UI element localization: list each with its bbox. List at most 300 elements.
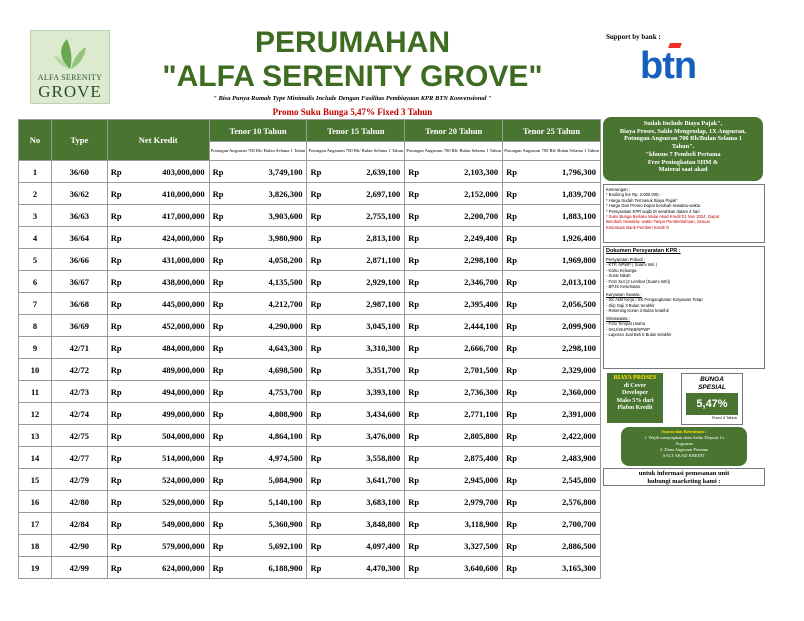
row-tenor-10: 4,058,200	[227, 249, 307, 271]
row-tenor-20: 2,771,100	[423, 403, 503, 425]
syarat-line: Angsuran	[675, 441, 693, 446]
currency: Rp	[405, 425, 423, 447]
currency: Rp	[209, 381, 227, 403]
currency: Rp	[405, 381, 423, 403]
header-no: No	[19, 120, 52, 161]
currency: Rp	[405, 161, 423, 183]
row-no: 4	[19, 227, 52, 249]
currency: Rp	[107, 315, 125, 337]
row-tenor-20: 2,736,300	[423, 381, 503, 403]
documents-item: - SKU/SIUP/NIB/NPWP	[606, 326, 650, 332]
currency: Rp	[209, 293, 227, 315]
table-row	[19, 271, 601, 293]
row-tenor-20: 2,346,700	[423, 271, 503, 293]
currency: Rp	[503, 205, 521, 227]
row-tenor-15: 3,683,100	[325, 491, 405, 513]
currency: Rp	[307, 381, 325, 403]
row-tenor-25: 3,165,300	[521, 557, 601, 579]
currency: Rp	[405, 293, 423, 315]
row-tenor-15: 2,755,100	[325, 205, 405, 227]
row-tenor-25: 2,099,900	[521, 315, 601, 337]
row-tenor-10: 4,808,900	[227, 403, 307, 425]
row-tenor-20: 2,805,800	[423, 425, 503, 447]
row-tenor-10: 5,140,100	[227, 491, 307, 513]
row-tenor-15: 2,697,100	[325, 183, 405, 205]
page-title-line2: "ALFA SERENITY GROVE"	[162, 60, 543, 93]
row-tenor-25: 2,298,100	[521, 337, 601, 359]
documents-item: - Laporan Jual Beli 6 Bulan terakhir	[606, 332, 672, 337]
currency: Rp	[107, 447, 125, 469]
row-tenor-10: 3,749,100	[227, 161, 307, 183]
row-type: 36/68	[51, 293, 107, 315]
row-type: 36/62	[51, 183, 107, 205]
currency: Rp	[405, 491, 423, 513]
row-no: 14	[19, 447, 52, 469]
page-title-line1: PERUMAHAN	[255, 26, 450, 59]
currency: Rp	[107, 249, 125, 271]
currency: Rp	[405, 535, 423, 557]
currency: Rp	[405, 403, 423, 425]
row-no: 11	[19, 381, 52, 403]
row-tenor-20: 2,701,500	[423, 359, 503, 381]
currency: Rp	[209, 469, 227, 491]
currency: Rp	[107, 205, 125, 227]
currency: Rp	[503, 513, 521, 535]
currency: Rp	[107, 293, 125, 315]
row-no: 13	[19, 425, 52, 447]
currency: Rp	[209, 403, 227, 425]
table-header-row	[19, 120, 601, 142]
kpr-table	[18, 119, 601, 579]
table-row	[19, 161, 601, 183]
bunga-spesial-badge	[681, 373, 743, 425]
syarat-line: 2. Dana Angsuran Pertama	[659, 447, 709, 452]
table-row	[19, 249, 601, 271]
header-net-kredit: Net Kredit	[107, 120, 209, 161]
table-row	[19, 513, 601, 535]
header-tenor-20: Tenor 20 Tahun	[405, 120, 503, 142]
row-no: 1	[19, 161, 52, 183]
bunga-note: Fixed 3 Tahun	[711, 415, 737, 420]
row-tenor-15: 2,987,100	[325, 293, 405, 315]
documents-item: - Surat Nikah	[606, 273, 631, 278]
currency: Rp	[307, 403, 325, 425]
inclusion-line: Biaya Proses, Saldo Mengendap, 1X Angsuran,	[619, 127, 747, 135]
table-row	[19, 337, 601, 359]
row-type: 42/71	[51, 337, 107, 359]
currency: Rp	[307, 293, 325, 315]
row-tenor-10: 3,980,900	[227, 227, 307, 249]
notes-box	[603, 184, 765, 243]
row-no: 8	[19, 315, 52, 337]
currency: Rp	[503, 447, 521, 469]
row-tenor-20: 2,444,100	[423, 315, 503, 337]
row-no: 3	[19, 205, 52, 227]
header-tenor-25: Tenor 25 Tahun	[503, 120, 601, 142]
currency: Rp	[209, 359, 227, 381]
row-tenor-25: 1,839,700	[521, 183, 601, 205]
currency: Rp	[405, 227, 423, 249]
currency: Rp	[307, 227, 325, 249]
note-warning-line: Berubah Sewaktu- waktu Tanpa Pemberitahuan, Sesuai	[606, 219, 710, 225]
inclusion-line: Sudah Include Biaya Pajak",	[643, 120, 723, 127]
currency: Rp	[307, 425, 325, 447]
row-tenor-15: 3,848,800	[325, 513, 405, 535]
row-tenor-20: 2,945,000	[423, 469, 503, 491]
row-net-kredit: 403,000,000	[125, 161, 209, 183]
subheader-tenor-10: Potongan Angsuran 700 Rb/ Bulan Selama 1 Tahun	[209, 142, 307, 161]
row-tenor-20: 2,152,000	[423, 183, 503, 205]
row-type: 42/99	[51, 557, 107, 579]
row-tenor-15: 3,476,000	[325, 425, 405, 447]
currency: Rp	[307, 359, 325, 381]
row-net-kredit: 484,000,000	[125, 337, 209, 359]
note-line: * Harga Dan Promo Dapat berubah sewaktu-waktu	[606, 203, 701, 209]
row-net-kredit: 529,000,000	[125, 491, 209, 513]
row-tenor-25: 1,926,400	[521, 227, 601, 249]
bank-logo: btn	[640, 45, 697, 87]
row-tenor-25: 2,483,900	[521, 447, 601, 469]
table-row	[19, 535, 601, 557]
inclusion-info-box	[603, 117, 763, 181]
currency: Rp	[405, 447, 423, 469]
row-tenor-15: 3,434,600	[325, 403, 405, 425]
currency: Rp	[405, 205, 423, 227]
row-tenor-10: 3,903,600	[227, 205, 307, 227]
documents-item: - KTP, NPWP ( Suami Istri )	[606, 262, 658, 267]
currency: Rp	[209, 535, 227, 557]
biaya-line: Plafon Kredit	[617, 405, 653, 411]
row-tenor-25: 1,796,300	[521, 161, 601, 183]
row-tenor-25: 2,886,500	[521, 535, 601, 557]
currency: Rp	[209, 513, 227, 535]
row-tenor-20: 2,395,400	[423, 293, 503, 315]
row-type: 36/67	[51, 271, 107, 293]
table-row	[19, 381, 601, 403]
currency: Rp	[405, 337, 423, 359]
currency: Rp	[405, 513, 423, 535]
note-line: * Booking fee Rp. 2.000.000,-	[606, 192, 661, 198]
row-net-kredit: 417,000,000	[125, 205, 209, 227]
leaf-icon	[53, 37, 87, 71]
currency: Rp	[107, 425, 125, 447]
row-type: 42/72	[51, 359, 107, 381]
row-net-kredit: 514,000,000	[125, 447, 209, 469]
row-tenor-15: 3,558,800	[325, 447, 405, 469]
row-tenor-15: 3,310,300	[325, 337, 405, 359]
table-row	[19, 227, 601, 249]
currency: Rp	[503, 183, 521, 205]
row-tenor-10: 4,974,500	[227, 447, 307, 469]
row-net-kredit: 499,000,000	[125, 403, 209, 425]
syarat-line: SALT AKAD KREDIT	[662, 453, 706, 458]
currency: Rp	[503, 491, 521, 513]
biaya-line: Developer	[622, 390, 648, 396]
logo-text-line1: ALFA SERENITY	[37, 73, 103, 82]
currency: Rp	[503, 469, 521, 491]
currency: Rp	[307, 315, 325, 337]
spesial-label: SPESIAL	[698, 384, 726, 391]
currency: Rp	[107, 227, 125, 249]
row-type: 42/80	[51, 491, 107, 513]
currency: Rp	[405, 271, 423, 293]
row-net-kredit: 579,000,000	[125, 535, 209, 557]
row-net-kredit: 624,000,000	[125, 557, 209, 579]
row-tenor-10: 4,290,000	[227, 315, 307, 337]
table-row	[19, 447, 601, 469]
currency: Rp	[209, 425, 227, 447]
row-type: 36/66	[51, 249, 107, 271]
note-warning-line: * Suku Bunga Berlaku Mulai Akad Kredit 01 Nov 2024, Dapat	[606, 214, 720, 220]
row-tenor-10: 4,643,300	[227, 337, 307, 359]
row-no: 19	[19, 557, 52, 579]
table-row	[19, 557, 601, 579]
table-row	[19, 359, 601, 381]
row-no: 18	[19, 535, 52, 557]
tagline: " Bisa Punya Rumah Type Minimalis Include Dengan Fasilitas Pembiayaan KPR BTN Konvensional "	[213, 95, 492, 102]
currency: Rp	[209, 337, 227, 359]
currency: Rp	[503, 425, 521, 447]
row-tenor-25: 2,056,500	[521, 293, 601, 315]
row-tenor-15: 3,351,700	[325, 359, 405, 381]
promo-text: Promo Suku Bunga 5,47% Fixed 3 Tahun	[272, 107, 433, 117]
syarat-title: Syarat dan Ketentuan :	[661, 429, 707, 434]
documents-section-heading: Karyawan Swasta :	[606, 291, 642, 297]
header-tenor-15: Tenor 15 Tahun	[307, 120, 405, 142]
row-no: 7	[19, 293, 52, 315]
table-row	[19, 205, 601, 227]
table-row	[19, 403, 601, 425]
row-tenor-15: 3,393,100	[325, 381, 405, 403]
row-type: 42/79	[51, 469, 107, 491]
row-tenor-25: 2,360,000	[521, 381, 601, 403]
currency: Rp	[307, 469, 325, 491]
bunga-label: BUNGA	[700, 376, 724, 383]
row-tenor-25: 2,422,000	[521, 425, 601, 447]
row-net-kredit: 504,000,000	[125, 425, 209, 447]
documents-item: - Foto 3x4 (2 Lembar (Suami Istri))	[606, 278, 671, 284]
row-net-kredit: 524,000,000	[125, 469, 209, 491]
inclusion-line: "khusus 7 Pembeli Pertama	[645, 150, 721, 158]
currency: Rp	[307, 183, 325, 205]
currency: Rp	[405, 469, 423, 491]
table-row	[19, 315, 601, 337]
syarat-line: 1. Wajib menyiapkan dana Saldo Deposit 1x	[644, 435, 724, 440]
row-tenor-15: 3,045,100	[325, 315, 405, 337]
row-net-kredit: 445,000,000	[125, 293, 209, 315]
note-line: Keterangan :	[606, 187, 630, 192]
row-net-kredit: 424,000,000	[125, 227, 209, 249]
row-tenor-20: 2,875,400	[423, 447, 503, 469]
row-net-kredit: 410,000,000	[125, 183, 209, 205]
row-net-kredit: 549,000,000	[125, 513, 209, 535]
currency: Rp	[107, 513, 125, 535]
currency: Rp	[107, 469, 125, 491]
documents-box	[603, 246, 765, 369]
currency: Rp	[503, 249, 521, 271]
currency: Rp	[209, 205, 227, 227]
row-type: 42/84	[51, 513, 107, 535]
row-tenor-10: 5,084,900	[227, 469, 307, 491]
currency: Rp	[307, 447, 325, 469]
support-label: Support by bank :	[606, 33, 661, 41]
currency: Rp	[405, 557, 423, 579]
currency: Rp	[209, 227, 227, 249]
note-warning-line: Ketentuan Bank Pemberi Kredit !!!	[606, 224, 670, 230]
row-tenor-15: 4,470,300	[325, 557, 405, 579]
documents-item: - SK Aktif Kerja / SK Pengangkatan Karyawan Tetap	[606, 297, 703, 302]
row-no: 16	[19, 491, 52, 513]
row-tenor-10: 5,692,100	[227, 535, 307, 557]
row-no: 12	[19, 403, 52, 425]
currency: Rp	[503, 535, 521, 557]
inclusion-line: Potongan Angsuran 700 Rb/Bulan Selama 1	[624, 135, 742, 143]
row-tenor-10: 4,864,100	[227, 425, 307, 447]
row-tenor-15: 2,639,100	[325, 161, 405, 183]
row-tenor-20: 2,249,400	[423, 227, 503, 249]
row-no: 17	[19, 513, 52, 535]
company-logo	[30, 30, 110, 104]
biaya-proses-box	[607, 373, 663, 423]
biaya-proses-title: BIAYA PROSES	[613, 375, 657, 381]
currency: Rp	[503, 161, 521, 183]
row-no: 5	[19, 249, 52, 271]
currency: Rp	[307, 249, 325, 271]
currency: Rp	[107, 381, 125, 403]
row-net-kredit: 452,000,000	[125, 315, 209, 337]
contact-info-box	[603, 468, 765, 486]
documents-item: - Slip Gaji 3 Bulan terakhir	[606, 302, 655, 308]
currency: Rp	[107, 161, 125, 183]
row-net-kredit: 489,000,000	[125, 359, 209, 381]
currency: Rp	[405, 183, 423, 205]
row-tenor-10: 5,360,900	[227, 513, 307, 535]
row-type: 42/90	[51, 535, 107, 557]
currency: Rp	[503, 359, 521, 381]
subheader-tenor-20: Potongan Angsuran 700 Rb/ Bulan Selama 1 Tahun	[405, 142, 503, 161]
table-row	[19, 425, 601, 447]
row-tenor-15: 2,929,100	[325, 271, 405, 293]
currency: Rp	[209, 249, 227, 271]
row-tenor-25: 1,883,100	[521, 205, 601, 227]
bunga-rate: 5,47%	[686, 393, 738, 415]
row-tenor-25: 1,969,800	[521, 249, 601, 271]
row-tenor-25: 2,013,100	[521, 271, 601, 293]
row-tenor-10: 6,188,900	[227, 557, 307, 579]
currency: Rp	[107, 535, 125, 557]
row-no: 6	[19, 271, 52, 293]
documents-section-heading: Wiraswasta :	[606, 315, 630, 321]
row-net-kredit: 431,000,000	[125, 249, 209, 271]
table-row	[19, 183, 601, 205]
currency: Rp	[503, 381, 521, 403]
row-tenor-15: 3,641,700	[325, 469, 405, 491]
row-tenor-10: 4,753,700	[227, 381, 307, 403]
documents-item: - Kartu Keluarga	[606, 267, 637, 273]
row-tenor-25: 2,700,700	[521, 513, 601, 535]
row-tenor-20: 2,298,100	[423, 249, 503, 271]
currency: Rp	[107, 403, 125, 425]
currency: Rp	[503, 227, 521, 249]
note-line: * Harga Sudah Termasuk Biaya Pajak"	[606, 197, 678, 203]
currency: Rp	[209, 491, 227, 513]
row-tenor-10: 4,698,500	[227, 359, 307, 381]
row-type: 42/73	[51, 381, 107, 403]
row-tenor-20: 2,979,700	[423, 491, 503, 513]
currency: Rp	[405, 315, 423, 337]
logo-text-line2: GROVE	[38, 82, 102, 101]
row-no: 2	[19, 183, 52, 205]
row-type: 36/69	[51, 315, 107, 337]
header-tenor-10: Tenor 10 Tahun	[209, 120, 307, 142]
row-tenor-20: 2,103,300	[423, 161, 503, 183]
row-tenor-15: 2,871,100	[325, 249, 405, 271]
row-type: 42/74	[51, 403, 107, 425]
row-tenor-10: 4,135,500	[227, 271, 307, 293]
row-tenor-10: 3,826,300	[227, 183, 307, 205]
currency: Rp	[503, 403, 521, 425]
row-type: 36/63	[51, 205, 107, 227]
note-line: * Persyaratan KPR wajib Di serahkan dalam 4 hari	[606, 208, 700, 214]
currency: Rp	[405, 359, 423, 381]
currency: Rp	[503, 557, 521, 579]
row-type: 42/77	[51, 447, 107, 469]
currency: Rp	[209, 183, 227, 205]
currency: Rp	[503, 293, 521, 315]
currency: Rp	[307, 535, 325, 557]
header-type: Type	[51, 120, 107, 161]
row-type: 42/75	[51, 425, 107, 447]
subheader-tenor-25: Potongan Angsuran 700 Rb/ Bulan Selama 1 Tahun	[503, 142, 601, 161]
currency: Rp	[209, 271, 227, 293]
documents-item: - BPJS Kesehatan	[606, 284, 641, 289]
row-tenor-20: 3,640,600	[423, 557, 503, 579]
table-row	[19, 293, 601, 315]
contact-info-line: untuk informasi pemesanan unit	[638, 470, 730, 477]
currency: Rp	[107, 359, 125, 381]
row-tenor-25: 2,545,800	[521, 469, 601, 491]
documents-title: Dokumen Persyaratan KPR :	[606, 248, 681, 254]
row-tenor-20: 3,327,500	[423, 535, 503, 557]
row-tenor-15: 2,813,100	[325, 227, 405, 249]
currency: Rp	[307, 491, 325, 513]
row-tenor-20: 2,200,700	[423, 205, 503, 227]
row-tenor-25: 2,329,000	[521, 359, 601, 381]
inclusion-line: Tahun".	[671, 143, 695, 151]
currency: Rp	[107, 491, 125, 513]
currency: Rp	[405, 249, 423, 271]
row-no: 10	[19, 359, 52, 381]
row-no: 15	[19, 469, 52, 491]
row-tenor-20: 2,666,700	[423, 337, 503, 359]
currency: Rp	[503, 271, 521, 293]
currency: Rp	[209, 315, 227, 337]
inclusion-line: Free Peningkatan SHM &	[647, 158, 719, 166]
row-net-kredit: 494,000,000	[125, 381, 209, 403]
row-tenor-10: 4,212,700	[227, 293, 307, 315]
currency: Rp	[307, 337, 325, 359]
currency: Rp	[503, 337, 521, 359]
syarat-box	[621, 427, 747, 466]
documents-item: - Foto Tempat Usaha	[606, 321, 646, 326]
currency: Rp	[307, 557, 325, 579]
biaya-line: Maks 5% dari	[616, 397, 654, 404]
row-no: 9	[19, 337, 52, 359]
table-row	[19, 469, 601, 491]
currency: Rp	[503, 315, 521, 337]
row-tenor-25: 2,391,000	[521, 403, 601, 425]
table-row	[19, 491, 601, 513]
